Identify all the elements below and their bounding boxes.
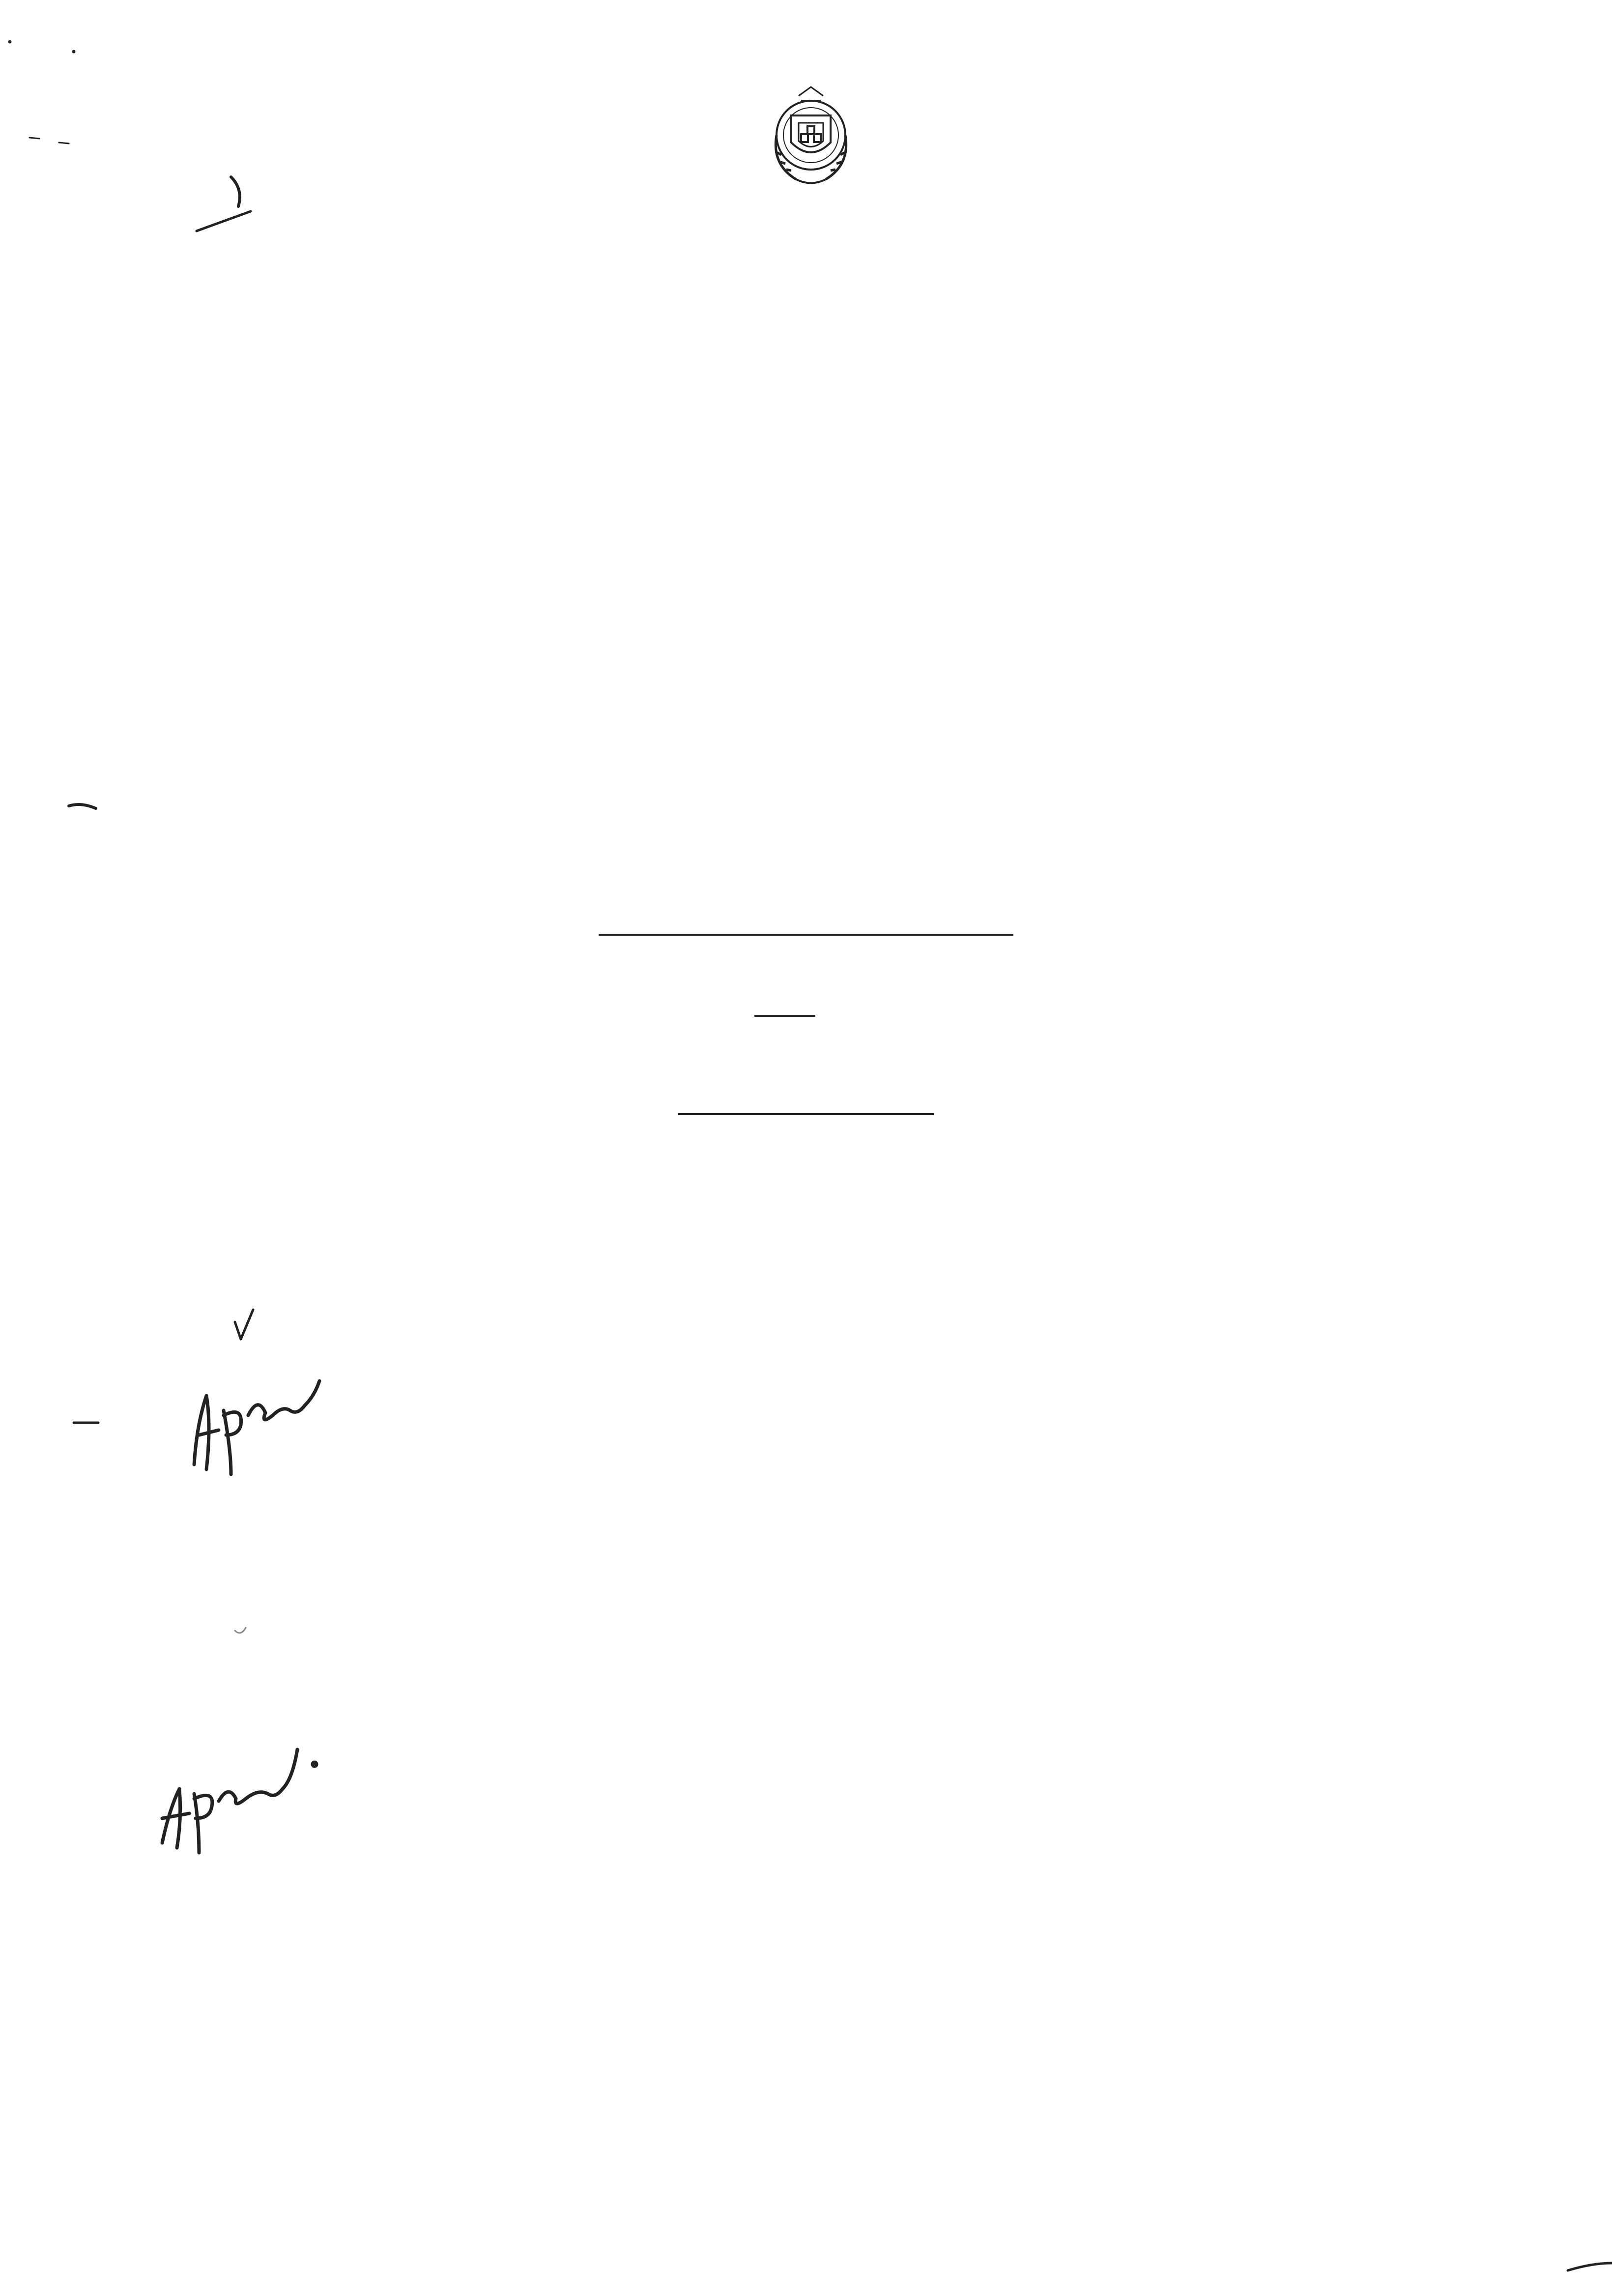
signature-aprov-14 (194, 1381, 319, 1474)
page-number-mark (231, 177, 240, 206)
signature-aprov-15 (162, 1750, 317, 1853)
checkmark-icon (235, 1310, 253, 1339)
